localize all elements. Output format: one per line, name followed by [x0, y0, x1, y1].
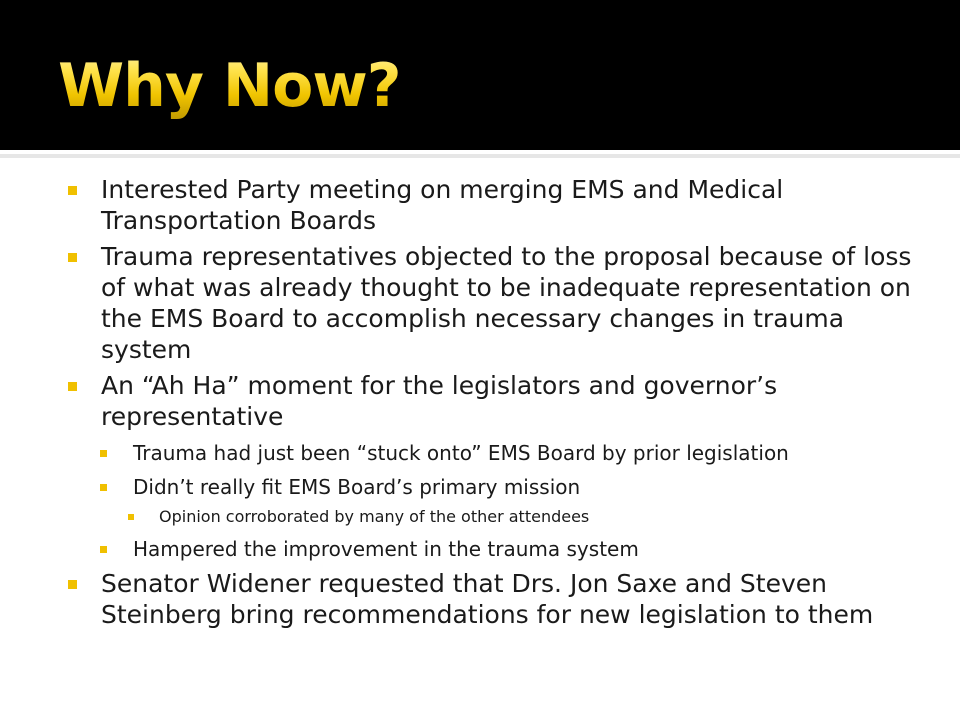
bullet-text: An “Ah Ha” moment for the legislators and governor’s representative — [101, 371, 778, 431]
sub-sub-bullet-item — [64, 506, 934, 528]
square-bullet-icon — [68, 580, 77, 589]
bullet-text: Interested Party meeting on merging EMS and Medical Transportation Boards — [101, 175, 784, 235]
title-divider — [0, 154, 960, 158]
bullet-list — [64, 174, 934, 635]
bullet-text: Opinion corroborated by many of the other attendees — [159, 507, 590, 526]
bullet-text: Senator Widener requested that Drs. Jon Saxe and Steven Steinberg bring recommendations for new legislation to them — [101, 569, 874, 629]
bullet-item — [64, 370, 934, 432]
square-bullet-icon — [100, 450, 107, 457]
square-bullet-icon — [100, 484, 107, 491]
square-bullet-icon — [68, 253, 77, 262]
bullet-text: Hampered the improvement in the trauma system — [133, 537, 639, 561]
bullet-text: Trauma representatives objected to the proposal because of loss of what was already thought to be inadequate representation on the EMS Board to accomplish necessary changes in trauma system — [101, 242, 912, 364]
title-bar — [0, 0, 960, 150]
square-bullet-icon — [68, 186, 77, 195]
bullet-text: Didn’t really fit EMS Board’s primary mission — [133, 475, 581, 499]
slide-title: Why Now? — [58, 48, 401, 124]
sub-bullet-item — [64, 536, 934, 562]
bullet-item — [64, 174, 934, 236]
sub-bullet-item — [64, 474, 934, 500]
square-bullet-icon — [100, 546, 107, 553]
bullet-item — [64, 241, 934, 365]
sub-bullet-item — [64, 440, 934, 466]
square-bullet-icon — [128, 514, 134, 520]
bullet-item — [64, 568, 934, 630]
bullet-text: Trauma had just been “stuck onto” EMS Board by prior legislation — [133, 441, 789, 465]
square-bullet-icon — [68, 382, 77, 391]
